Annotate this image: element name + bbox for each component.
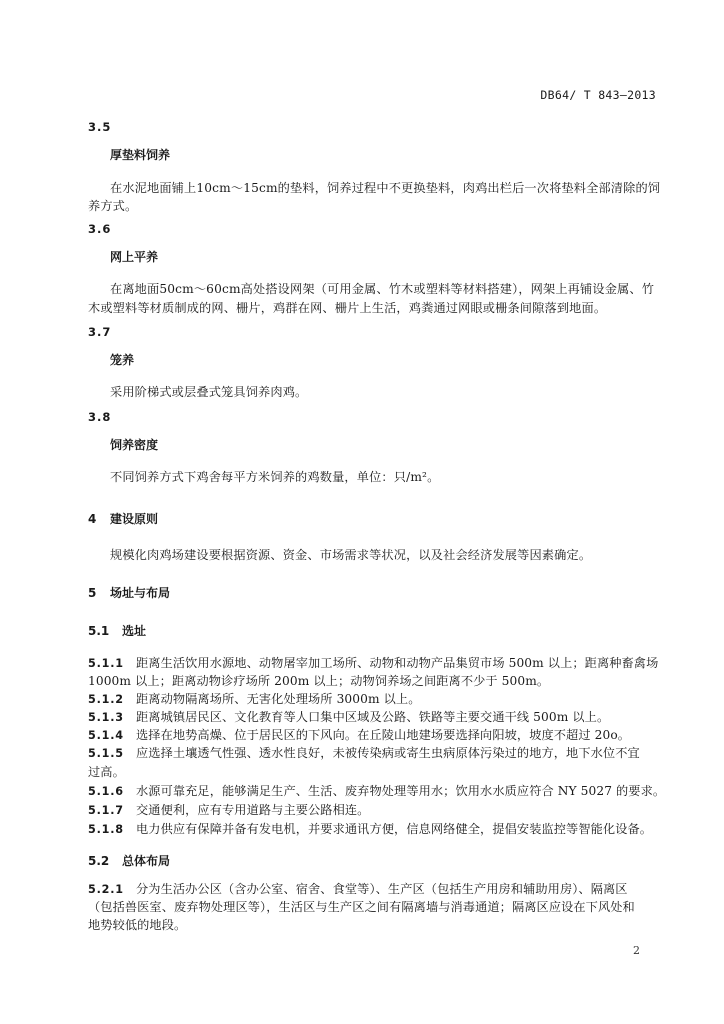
item-continuation: 过高。 (88, 765, 125, 779)
subclause-number: 5.1 (88, 624, 110, 638)
item-number: 5.2.1 (88, 883, 124, 896)
item-text: 距离动物隔离场所、无害化处理场所 3000m 以上。 (136, 692, 421, 706)
item-number: 5.1.6 (88, 785, 124, 798)
item-text: 电力供应有保障并备有发电机，并要求通讯方便，信息网络健全，提倡安装监控等智能化设备。 (136, 822, 653, 836)
term-definition-line: 采用阶梯式或层叠式笼具饲养肉鸡。 (110, 385, 308, 399)
list-item (88, 820, 652, 837)
list-item (88, 726, 630, 743)
item-text: 分为生活办公区（含办公室、宿舍、食堂等）、生产区（包括生产用房和辅助用房）、隔离区 (136, 882, 628, 896)
list-item (88, 782, 665, 799)
list-item (88, 880, 628, 897)
item-text: 距离城镇居民区、文化教育等人口集中区域及公路、铁路等主要交通干线 500m 以上。 (136, 710, 610, 724)
list-item (88, 690, 420, 707)
list-item (88, 708, 609, 725)
term-number: 3.6 (88, 222, 112, 236)
item-text: 水源可靠充足，能够满足生产、生活、废弃物处理等用水；饮用水水质应符合 NY 5027 的要求。 (136, 784, 666, 798)
item-number: 5.1.8 (88, 823, 124, 836)
clause-heading (88, 510, 158, 527)
subclause-title: 选址 (122, 624, 147, 638)
item-text: 距离生活饮用水源地、动物屠宰加工场所、动物和动物产品集贸市场 500m 以上；距离种畜禽场 (136, 656, 659, 670)
term-title: 饲养密度 (110, 438, 159, 452)
item-text: 应选择土壤透气性强、透水性良好，未被传染病或寄生虫病原体污染过的地方，地下水位不宜 (136, 746, 640, 760)
term-definition-line: 在离地面50cm～60cm高处搭设网架（可用金属、竹木或塑料等材料搭建），网架上再铺设金属、竹 (110, 282, 655, 296)
standard-code: DB64/ T 843—2013 (540, 88, 656, 102)
term-definition-line: 在水泥地面铺上10cm～15cm的垫料，饲养过程中不更换垫料，肉鸡出栏后一次将垫料全部清除的饲 (110, 181, 661, 195)
term-definition-line: 养方式。 (88, 199, 138, 213)
item-continuation: （包括兽医室、废弃物处理区等），生活区与生产区之间有隔离墙与消毒通道；隔离区应设在下风处和 (88, 900, 635, 914)
term-number: 3.7 (88, 325, 112, 339)
term-definition-line: 木或塑料等材质制成的网、栅片，鸡群在网、栅片上生活，鸡粪通过网眼或栅条间隙落到地面。 (88, 301, 607, 315)
term-number: 3.8 (88, 410, 112, 424)
clause-title: 场址与布局 (110, 586, 171, 600)
item-number: 5.1.4 (88, 729, 124, 742)
subclause-number: 5.2 (88, 854, 110, 868)
item-number: 5.1.3 (88, 711, 124, 724)
item-number: 5.1.5 (88, 747, 124, 760)
subclause-heading (88, 622, 146, 639)
item-text: 交通便利，应有专用道路与主要公路相连。 (136, 803, 370, 817)
list-item (88, 744, 640, 761)
term-title: 笼养 (110, 353, 135, 367)
clause-heading (88, 584, 170, 601)
item-number: 5.1.7 (88, 804, 124, 817)
term-number: 3.5 (88, 120, 112, 134)
term-title: 网上平养 (110, 250, 159, 264)
term-title: 厚垫料饲养 (110, 148, 171, 162)
term-definition-line: 不同饲养方式下鸡舍每平方米饲养的鸡数量，单位：只/m²。 (110, 470, 440, 484)
item-continuation: 地势较低的地段。 (88, 918, 187, 932)
clause-title: 建设原则 (110, 512, 159, 526)
subclause-title: 总体布局 (122, 854, 171, 868)
list-item (88, 801, 369, 818)
item-text: 选择在地势高燥、位于居民区的下风向。在丘陵山地建场要选择向阳坡，坡度不超过 20o。 (136, 728, 631, 742)
clause-number: 5 (88, 586, 97, 600)
clause-number: 4 (88, 512, 97, 526)
item-number: 5.1.2 (88, 693, 124, 706)
subclause-heading (88, 852, 170, 869)
item-number: 5.1.1 (88, 657, 124, 670)
list-item (88, 654, 658, 671)
item-continuation: 1000m 以上；距离动物诊疗场所 200m 以上；动物饲养场之间距离不少于 500m。 (88, 674, 550, 688)
clause-paragraph: 规模化肉鸡场建设要根据资源、资金、市场需求等状况，以及社会经济发展等因素确定。 (110, 548, 592, 562)
page-number: 2 (633, 944, 640, 957)
